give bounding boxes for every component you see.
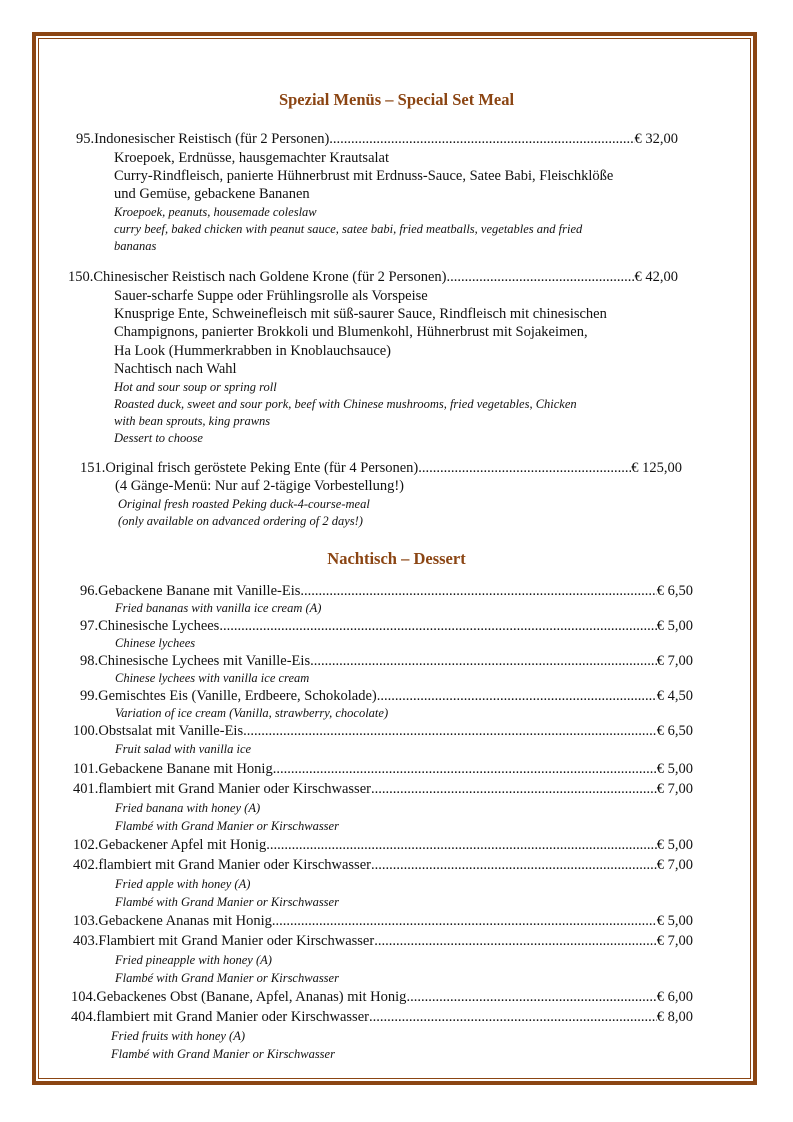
- dot-leader: [310, 653, 657, 670]
- item-desc-en: bananas: [114, 239, 157, 253]
- item-desc-en: Flambé with Grand Manier or Kirschwasser: [115, 895, 339, 909]
- item-price: € 6,00: [656, 989, 693, 1005]
- item-price: € 5,00: [656, 761, 693, 777]
- item-number: 151.: [80, 460, 106, 476]
- dessert-item-97: [80, 618, 693, 635]
- dot-leader: [447, 269, 635, 286]
- item-number: 403.: [73, 933, 99, 949]
- item-desc-en: Fried pineapple with honey (A): [115, 953, 272, 967]
- item-number: 95.: [76, 131, 95, 147]
- item-name: Gebackener Apfel mit Honig: [98, 837, 267, 853]
- dessert-item-104: [71, 989, 693, 1006]
- item-number: 103.: [73, 913, 99, 929]
- item-number: 96.: [80, 583, 99, 599]
- item-name: Gebackene Banane mit Honig: [98, 761, 273, 777]
- item-desc-de: Knusprige Ente, Schweinefleisch mit süß-saurer Sauce, Rindfleisch mit chinesischen: [114, 306, 607, 322]
- dessert-item-98: [80, 653, 693, 670]
- dot-leader: [377, 688, 657, 705]
- item-price: € 6,50: [656, 583, 693, 599]
- item-price: € 5,00: [656, 913, 693, 929]
- item-desc-en: Flambé with Grand Manier or Kirschwasser: [115, 819, 339, 833]
- dot-leader: [374, 933, 657, 950]
- item-desc-en: Hot and sour soup or spring roll: [114, 380, 277, 394]
- menu-item-150: [68, 269, 678, 286]
- item-number: 100.: [73, 723, 99, 739]
- item-desc-en: with bean sprouts, king prawns: [114, 414, 271, 428]
- item-desc-en: Chinese lychees with vanilla ice cream: [115, 671, 310, 685]
- dot-leader: [272, 913, 657, 930]
- item-name: Chinesischer Reistisch nach Goldene Krone (für 2 Personen): [93, 269, 447, 285]
- item-number: 150.: [68, 269, 94, 285]
- dessert-item-102: [73, 837, 693, 854]
- item-name: flambiert mit Grand Manier oder Kirschwasser: [96, 1009, 369, 1025]
- special-menu-heading: Spezial Menüs – Special Set Meal: [278, 90, 515, 109]
- item-number: 402.: [73, 857, 99, 873]
- item-name: Original frisch geröstete Peking Ente (für 4 Personen): [105, 460, 419, 476]
- item-price: € 7,00: [656, 933, 693, 949]
- item-desc-en: Fried banana with honey (A): [115, 801, 261, 815]
- item-desc-de: Curry-Rindfleisch, panierte Hühnerbrust mit Erdnuss-Sauce, Satee Babi, Fleischklöße: [114, 168, 614, 184]
- item-desc-de: Nachtisch nach Wahl: [114, 361, 237, 377]
- dessert-item-101: [73, 761, 693, 778]
- item-price: € 5,00: [656, 618, 693, 634]
- dot-leader: [266, 837, 656, 854]
- dessert-item-96: [80, 583, 693, 600]
- item-name: Gemischtes Eis (Vanille, Erdbeere, Schokolade): [98, 688, 377, 704]
- item-desc-de: und Gemüse, gebackene Bananen: [114, 186, 310, 202]
- item-price: € 42,00: [634, 269, 678, 285]
- item-desc-en: curry beef, baked chicken with peanut sauce, satee babi, fried meatballs, vegetables and fried: [114, 222, 583, 236]
- dot-leader: [371, 857, 657, 874]
- dessert-item-404: [71, 1009, 693, 1026]
- item-desc-en: Kroepoek, peanuts, housemade coleslaw: [114, 205, 317, 219]
- item-price: € 8,00: [656, 1009, 693, 1025]
- item-desc-en: Fruit salad with vanilla ice: [115, 742, 252, 756]
- item-number: 97.: [80, 618, 99, 634]
- dessert-item-402: [73, 857, 693, 874]
- item-name: Obstsalat mit Vanille-Eis: [98, 723, 244, 739]
- item-name: Flambiert mit Grand Manier oder Kirschwasser: [98, 933, 375, 949]
- item-price: € 5,00: [656, 837, 693, 853]
- item-desc-en: Flambé with Grand Manier or Kirschwasser: [111, 1047, 335, 1061]
- item-desc-en: Original fresh roasted Peking duck-4-course-meal: [118, 497, 370, 511]
- item-desc-en: Fried apple with honey (A): [115, 877, 251, 891]
- item-name: Gebackene Banane mit Vanille-Eis: [98, 583, 301, 599]
- dot-leader: [369, 1009, 657, 1026]
- dot-leader: [329, 131, 634, 148]
- item-number: 99.: [80, 688, 99, 704]
- item-number: 101.: [73, 761, 99, 777]
- item-desc-de: Kroepoek, Erdnüsse, hausgemachter Krautsalat: [114, 150, 389, 166]
- dot-leader: [371, 781, 657, 798]
- item-name: Chinesische Lychees: [98, 618, 220, 634]
- menu-item-151: [80, 460, 682, 477]
- dessert-item-99: [80, 688, 693, 705]
- item-number: 104.: [71, 989, 97, 1005]
- dot-leader: [418, 460, 631, 477]
- item-desc-de: Ha Look (Hummerkrabben in Knoblauchsauce): [114, 343, 392, 359]
- item-number: 102.: [73, 837, 99, 853]
- dot-leader: [406, 989, 656, 1006]
- item-desc-de: Sauer-scharfe Suppe oder Frühlingsrolle als Vorspeise: [114, 288, 428, 304]
- item-desc-en: Flambé with Grand Manier or Kirschwasser: [115, 971, 339, 985]
- item-desc-de: (4 Gänge-Menü: Nur auf 2-tägige Vorbestellung!): [115, 478, 404, 494]
- item-name: Gebackene Ananas mit Honig: [98, 913, 272, 929]
- dot-leader: [219, 618, 656, 635]
- item-price: € 7,00: [656, 857, 693, 873]
- item-desc-en: Fried fruits with honey (A): [111, 1029, 246, 1043]
- item-price: € 4,50: [656, 688, 693, 704]
- dessert-item-401: [73, 781, 693, 798]
- item-number: 98.: [80, 653, 99, 669]
- item-desc-en: Chinese lychees: [115, 636, 196, 650]
- dot-leader: [243, 723, 657, 740]
- item-name: flambiert mit Grand Manier oder Kirschwasser: [98, 781, 371, 797]
- item-number: 404.: [71, 1009, 97, 1025]
- item-name: Indonesischer Reistisch (für 2 Personen): [94, 131, 330, 147]
- item-number: 401.: [73, 781, 99, 797]
- item-desc-en: Dessert to choose: [114, 431, 203, 445]
- item-desc-en: Variation of ice cream (Vanilla, strawberry, chocolate): [115, 706, 389, 720]
- dot-leader: [300, 583, 656, 600]
- item-name: Gebackenes Obst (Banane, Apfel, Ananas) mit Honig: [96, 989, 407, 1005]
- dot-leader: [273, 761, 657, 778]
- item-price: € 7,00: [656, 653, 693, 669]
- item-price: € 125,00: [631, 460, 682, 476]
- item-name: Chinesische Lychees mit Vanille-Eis: [98, 653, 311, 669]
- item-desc-en: Fried bananas with vanilla ice cream (A): [115, 601, 322, 615]
- menu-item-95: [76, 131, 678, 148]
- item-price: € 6,50: [656, 723, 693, 739]
- item-desc-de: Champignons, panierter Brokkoli und Blumenkohl, Hühnerbrust mit Sojakeimen,: [114, 324, 588, 340]
- dessert-heading: Nachtisch – Dessert: [327, 549, 466, 568]
- dessert-item-403: [73, 933, 693, 950]
- item-desc-en: Roasted duck, sweet and sour pork, beef with Chinese mushrooms, fried vegetables, Chicken: [114, 397, 577, 411]
- dessert-item-100: [73, 723, 693, 740]
- item-price: € 32,00: [634, 131, 678, 147]
- item-name: flambiert mit Grand Manier oder Kirschwasser: [98, 857, 371, 873]
- item-desc-en: (only available on advanced ordering of 2 days!): [118, 514, 363, 528]
- dessert-item-103: [73, 913, 693, 930]
- item-price: € 7,00: [656, 781, 693, 797]
